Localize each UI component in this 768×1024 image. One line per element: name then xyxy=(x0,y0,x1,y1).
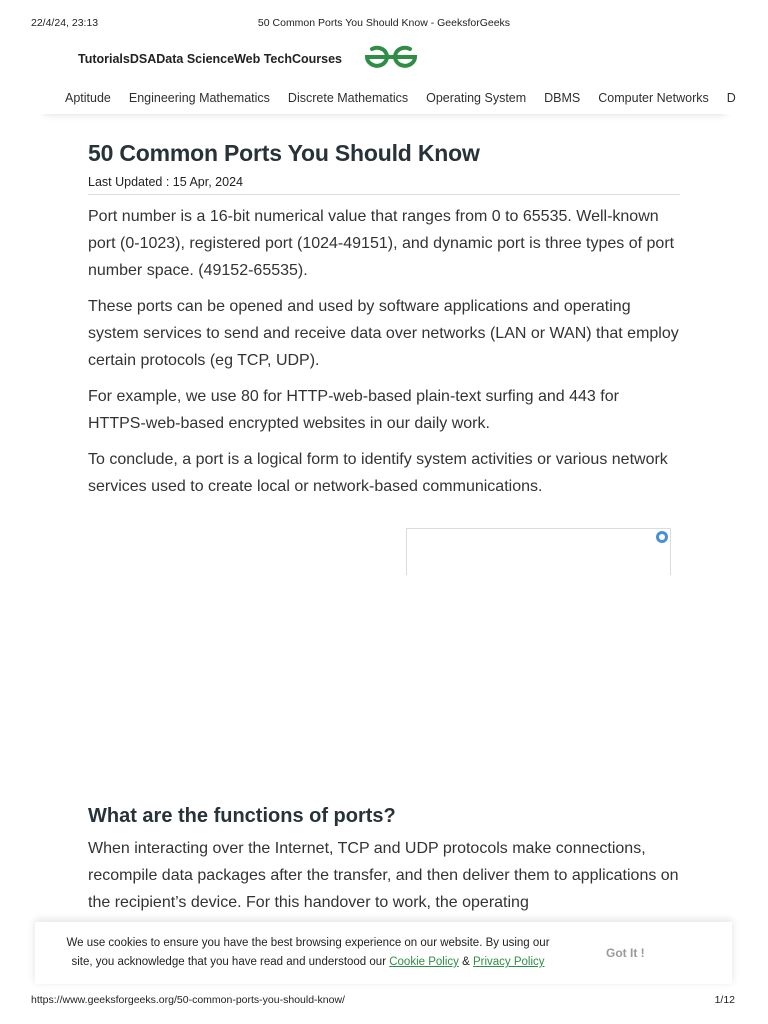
last-updated: Last Updated : 15 Apr, 2024 xyxy=(88,175,243,189)
cat-operating-system[interactable]: Operating System xyxy=(426,91,527,105)
top-nav xyxy=(78,52,342,66)
ad-choices-icon[interactable] xyxy=(656,531,668,543)
cat-aptitude[interactable]: Aptitude xyxy=(65,91,111,105)
nav-data-science[interactable]: Data Science xyxy=(156,52,235,66)
article-paragraph: Port number is a 16-bit numerical value that ranges from 0 to 65535. Well-known port (0-1023), registered port (1024-49151), and dynamic port is three types of port number space. (49152-65535). xyxy=(88,208,675,279)
article-title: 50 Common Ports You Should Know xyxy=(88,140,480,166)
print-header xyxy=(0,17,768,33)
article xyxy=(88,137,680,509)
nav-dsa[interactable]: DSA xyxy=(129,52,157,66)
cat-truncated[interactable]: D xyxy=(726,91,736,105)
cat-computer-networks[interactable]: Computer Networks xyxy=(598,91,709,105)
section-heading: What are the functions of ports? xyxy=(88,805,396,827)
article-paragraph: For example, we use 80 for HTTP-web-based plain-text surfing and 443 for HTTPS-web-based encrypted websites in our daily work. xyxy=(88,388,619,432)
category-nav xyxy=(38,82,736,114)
print-timestamp: 22/4/24, 23:13 xyxy=(31,17,99,29)
geeksforgeeks-logo[interactable] xyxy=(364,43,418,76)
divider xyxy=(88,194,680,195)
ad-placeholder[interactable] xyxy=(406,528,671,575)
article-paragraph: These ports can be opened and used by software applications and operating system services to send and receive data over networks (LAN or WAN) that employ certain protocols (eg TCP, UDP). xyxy=(88,298,679,369)
cookie-text: We use cookies to ensure you have the best browsing experience on our website. By using our site, you acknowledge that you have read and understood our xyxy=(66,937,550,968)
cookie-amp: & xyxy=(458,956,473,968)
print-url: https://www.geeksforgeeks.org/50-common-ports-you-should-know/ xyxy=(31,994,345,1006)
cookie-policy-link[interactable]: Cookie Policy xyxy=(389,956,459,968)
article-section xyxy=(88,802,688,925)
print-page-title: 50 Common Ports You Should Know - GeeksforGeeks xyxy=(257,17,511,29)
privacy-policy-link[interactable]: Privacy Policy xyxy=(472,956,545,968)
print-footer xyxy=(0,994,768,1008)
nav-tutorials[interactable]: Tutorials xyxy=(78,52,130,66)
article-paragraph: To conclude, a port is a logical form to identify system activities or various network services used to create local or network-based communications. xyxy=(88,451,668,495)
cat-dbms[interactable]: DBMS xyxy=(544,91,581,105)
cat-engineering-mathematics[interactable]: Engineering Mathematics xyxy=(128,91,270,105)
cookie-banner xyxy=(35,922,732,984)
got-it-button[interactable]: Got It ! xyxy=(606,946,645,960)
print-page-number: 1/12 xyxy=(714,994,735,1006)
gfg-logo-icon xyxy=(364,43,418,71)
cat-discrete-mathematics[interactable]: Discrete Mathematics xyxy=(287,91,409,105)
nav-web-tech[interactable]: Web Tech xyxy=(234,52,292,66)
nav-courses[interactable]: Courses xyxy=(291,52,343,66)
site-header xyxy=(78,43,418,75)
cookie-message xyxy=(58,934,558,972)
section-paragraph: When interacting over the Internet, TCP and UDP protocols make connections, recompile data packages after the transfer, and then deliver them to applications on the recipient’s device. For this handover to work, the operating xyxy=(88,840,679,911)
